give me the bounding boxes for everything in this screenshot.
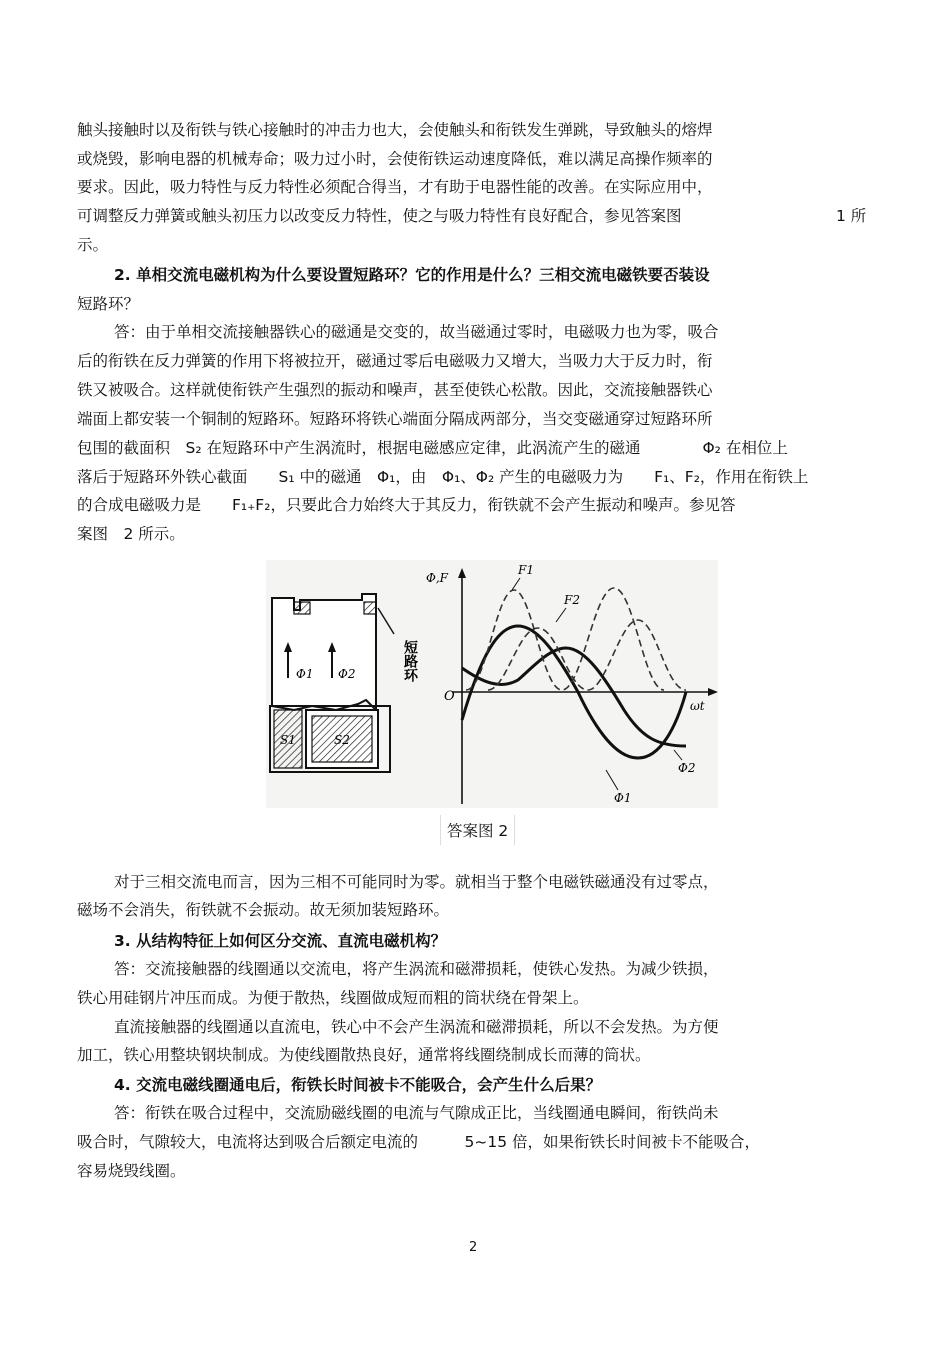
text-line-25: 吸合时，气隙较大，电流将达到吸合后额定电流的 5~15 倍，如果衔铁长时间被卡不能吸合， (77, 1133, 761, 1151)
f1-label: F1 (518, 563, 534, 577)
text-line-4-tail: 1 所 (836, 207, 867, 225)
f2-label: F2 (564, 593, 580, 607)
origin-label: O (444, 689, 455, 704)
answer-figure-2 (266, 560, 718, 808)
page-number: 2 (469, 1240, 478, 1255)
text-line-16: 对于三相交流电而言，因为三相不可能同时为零。就相当于整个电磁铁磁通没有过零点， (114, 873, 719, 891)
short-ring-label: 短路环 (402, 640, 418, 682)
text-line-13: 落后于短路环外铁心截面 S₁ 中的磁通 Φ₁，由 Φ₁、Φ₂ 产生的电磁吸力为 F₁、F₂，作用在衔铁上 (77, 468, 809, 486)
text-line-3: 要求。因此，吸力特性与反力特性必须配合得当，才有助于电器性能的改善。在实际应用中， (77, 178, 713, 196)
text-line-11: 端面上都安装一个铜制的短路环。短路环将铁心端面分隔成两部分，当交变磁通穿过短路环所 (77, 410, 713, 428)
core-sketch (272, 594, 394, 710)
x-axis-label: ωt (690, 699, 705, 713)
text-line-14: 的合成电磁吸力是 F₁₊F₂，只要此合力始终大于其反力，衔铁就不会产生振动和噪声。参见答 (77, 496, 736, 514)
text-line-19: 答：交流接触器的线圈通以交流电，将产生涡流和磁滞损耗，使铁心发热。为减少铁损， (114, 960, 719, 978)
question-2: 2. 单相交流电磁机构为什么要设置短路环？它的作用是什么？三相交流电磁铁要否装设 (114, 266, 710, 284)
phi1-curve-label: Φ1 (614, 791, 632, 805)
text-line-20: 铁心用硅钢片冲压而成。为便于散热，线圈做成短而粗的筒状绕在骨架上。 (77, 989, 589, 1007)
text-line-24: 答：衔铁在吸合过程中，交流励磁线圈的电流与气隙成正比，当线圈通电瞬间，衔铁尚未 (114, 1104, 719, 1122)
text-line-2: 或烧毁，影响电器的机械寿命；吸力过小时，会使衔铁运动速度降低，难以满足高操作频率的 (77, 150, 713, 168)
text-line-22: 加工，铁心用整块钢块制成。为使线圈散热良好，通常将线圈绕制成长而薄的筒状。 (77, 1046, 651, 1064)
text-line-15: 案图 2 所示。 (77, 525, 185, 543)
text-line-21: 直流接触器的线圈通以直流电，铁心中不会产生涡流和磁滞损耗，所以不会发热。为方便 (114, 1018, 719, 1036)
figure-caption: 答案图 2 (440, 815, 515, 845)
text-line-9: 后的衔铁在反力弹簧的作用下将被拉开，磁通过零后电磁吸力又增大，当吸力大于反力时，衔 (77, 352, 713, 370)
text-line-12: 包围的截面积 S₂ 在短路环中产生涡流时，根据电磁感应定律，此涡流产生的磁通 Φ₂ 在相位上 (77, 439, 788, 457)
text-line-1: 触头接触时以及衔铁与铁心接触时的冲击力也大，会使触头和衔铁发生弹跳，导致触头的熔焊 (77, 121, 713, 139)
text-line-7: 短路环？ (77, 295, 140, 313)
text-line-5: 示。 (77, 236, 109, 254)
question-4: 4. 交流电磁线圈通电后，衔铁长时间被卡不能吸合，会产生什么后果？ (114, 1076, 602, 1094)
text-line-17: 磁场不会消失，衔铁就不会振动。故无须加装短路环。 (77, 901, 450, 919)
text-line-26: 容易烧毁线圈。 (77, 1162, 186, 1180)
phi2-curve-label: Φ2 (678, 761, 696, 775)
question-3: 3. 从结构特征上如何区分交流、直流电磁机构？ (114, 932, 447, 950)
s1-label: S1 (280, 733, 296, 747)
y-axis-label: Φ,F (426, 571, 448, 585)
s2-label: S2 (334, 733, 350, 747)
text-line-4: 可调整反力弹簧或触头初压力以改变反力特性，使之与吸力特性有良好配合，参见答案图 (77, 207, 682, 225)
phi1-label: Φ1 (296, 667, 314, 681)
text-line-8: 答：由于单相交流接触器铁心的磁通是交变的，故当磁通过零时，电磁吸力也为零，吸合 (114, 323, 719, 341)
phi2-label: Φ2 (338, 667, 356, 681)
text-line-10: 铁又被吸合。这样就使衔铁产生强烈的振动和噪声，甚至使铁心松散。因此，交流接触器铁心 (77, 381, 713, 399)
